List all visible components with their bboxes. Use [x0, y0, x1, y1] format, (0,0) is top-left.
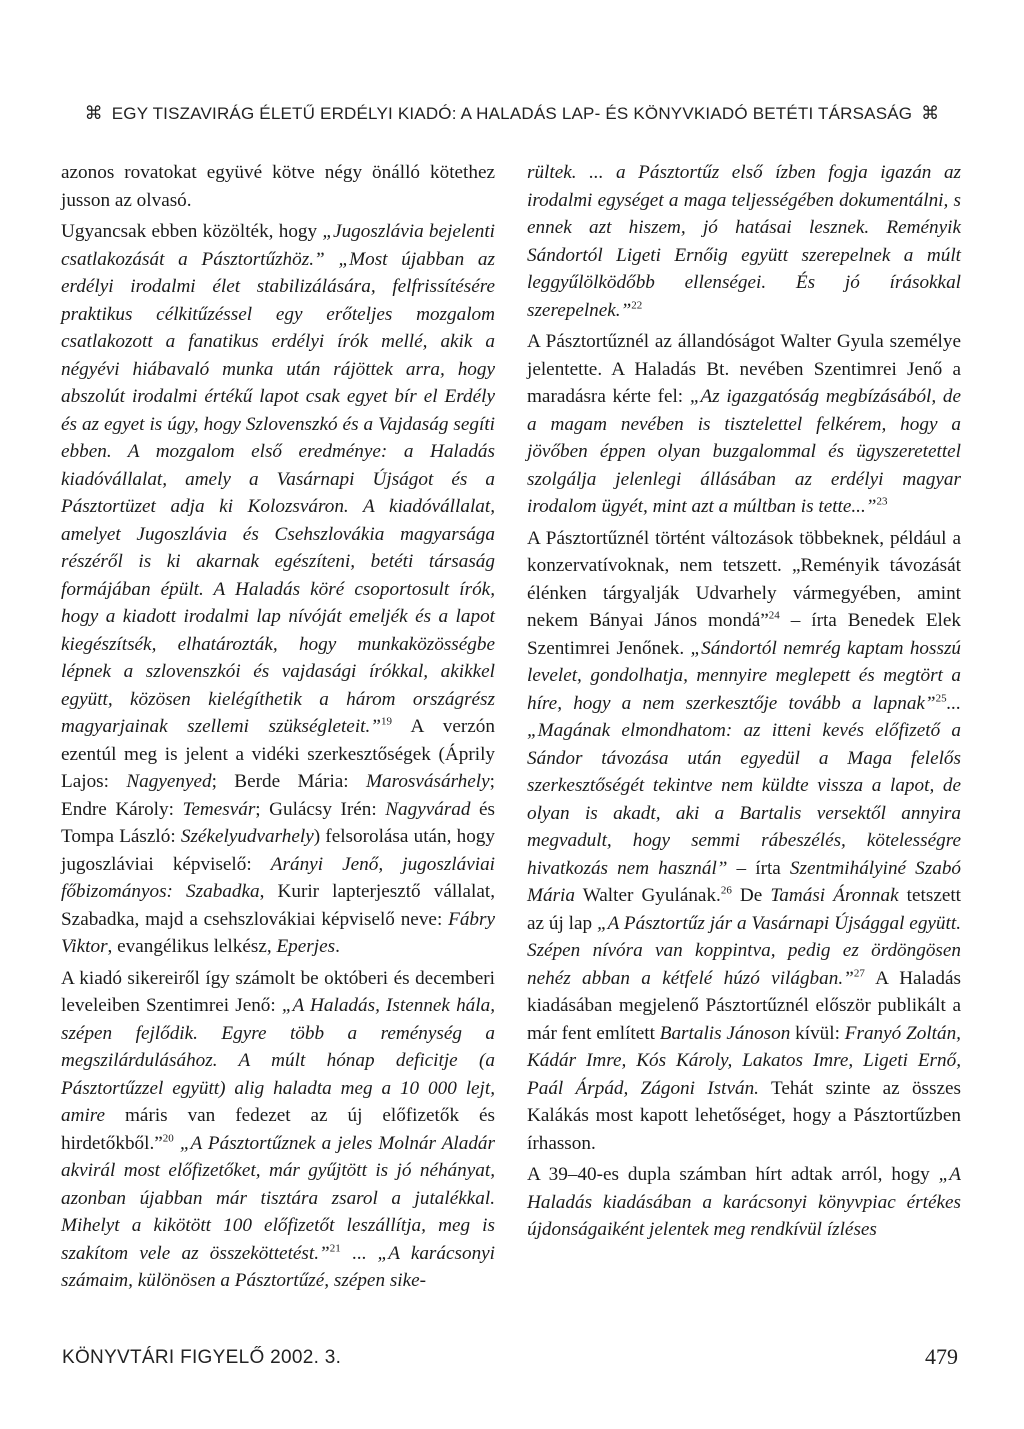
footnote-ref: 25 [935, 692, 947, 705]
quote: „A Pásztortűz jár a Vasárnapi Újsággal együtt. Szépen nívóra van koppintva, pedig ez ördöngösen nehéz abban a kétfelé húzó világban.” [527, 912, 961, 989]
text: , evangélikus lelkész, [107, 936, 277, 957]
text: A 39–40-es dupla számban hírt adtak arról, hogy [527, 1164, 939, 1185]
text: Tehát szinte az összes Kalákás most kapott lehetőséget, hogy a Pásztortűzben írhasson. [527, 1077, 961, 1154]
quote: „A Haladás, Istennek hála, szépen fejlődik. Egyre több a reménység a megszilárdulásához. A múlt hónap deficitje (a Pásztortűzzel együtt) alig haladta meg a 10 000 lejt, amire [61, 995, 495, 1126]
paragraph [527, 525, 961, 1158]
footnote-ref: 27 [853, 967, 865, 980]
footnote-ref: 21 [329, 1242, 341, 1255]
text: kívül: [790, 1022, 845, 1044]
ornament-right-icon: ⌘ [921, 103, 940, 123]
text: A Pásztortűznél az állandóságot Walter Gyula személye jelentette. A Haladás Bt. nevében Szentimrei Jenő a maradásra kérte fel: [527, 331, 961, 407]
place-name: Nagyvárad [385, 798, 471, 820]
paragraph [61, 218, 495, 961]
quote: „Jugoszlávia bejelenti csatlakozását a Pásztortűzhöz.” „Most újabban az erdélyi irodalmi élet stabilizálására, felfrissítésére praktikus célkitűzéssel egy erőteljes mozgalom csatlakozott a fanatikus erdélyi írók mellé, akik a négyévi hiábavaló munka után rájöttek arra, hogy abszolút irodalmi értékű lapot csak egyet bír el Erdély és az egyet is úgy, hogy Szlovenszkó és a Vajdaság segíti ebben. A mozgalom első eredménye: a Haladás kiadóvállalat, amely a Vasárnapi Újságot és a Pásztortüzet adja ki Kolozsváron. A kiadóvállalat, amelyet Jugoszlávia és Csehszlovákia magyarsága részéről is ki akarnak egészíteni, betéti társaság formájában épült. A Haladás köré csoportosult írók, hogy a kiadott irodalmi lap nívóját emeljék és a lapot kiegészítsék, elhatározták, hogy munkaközösségbe lépnek a szlovenszkói és vajdasági írókkal, akikkel együtt, közösen kielégíthetik a három országrész magyarjainak szellemi szükségleteit.” [61, 221, 495, 737]
text: – írta [727, 857, 790, 879]
text: A verzón ezentúl meg is jelent a vidéki szerkesztőségek (Áprily Lajos: [61, 716, 495, 792]
text: Ugyancsak ebben közölték, hogy [61, 221, 323, 242]
right-column [527, 159, 961, 1248]
text: , Kurir lapterjesztő vállalat, Szabadka, majd a csehszlovákiai képviselő neve: [61, 881, 495, 930]
footnote-ref: 26 [720, 884, 732, 897]
place-name: Marosvásárhely [366, 771, 490, 792]
text: A Pásztortűznél történt változások többeknek, például a konzervatívoknak, nem tetszett. „Reményik távozását élénken tárgyalják Udvarhely vármegyében, amint nekem Bányai János mondá” [527, 527, 961, 631]
text: ; Berde Mária: [211, 771, 366, 792]
text: ... [340, 1242, 378, 1264]
text: A Haladás kiadásában megjelenő Pásztortűznél először publikált a már fent említett [527, 967, 961, 1044]
quote: „Sándortól nemrég kaptam hosszú levelet, gondolhatja, mennyire meglepett és megtört a híre, hogy a nem szerkesztője tovább a lapnak” [527, 637, 962, 714]
ornament-left-icon: ⌘ [84, 103, 103, 123]
running-header-title: EGY TISZAVIRÁG ÉLETŰ ERDÉLYI KIADÓ: A HALADÁS LAP- ÉS KÖNYVKIADÓ BETÉTI TÁRSASÁG [111, 104, 913, 123]
person-name: Bartalis Jánoson [659, 1022, 791, 1044]
footer-journal: KÖNYVTÁRI FIGYELŐ 2002. 3. [62, 1347, 342, 1368]
footnote-ref: 23 [876, 495, 888, 508]
place-name: Temesvár [182, 798, 256, 820]
paragraph [527, 1161, 961, 1244]
text: és Tompa László: [61, 798, 495, 847]
text: tetszett az új lap [527, 885, 962, 934]
person-names: Franyó Zoltán, Kádár Imre, Kós Károly, Lakatos Imre, Ligeti Ernő, Paál Árpád, Zágoni István. [527, 1022, 961, 1099]
text: A kiadó sikereiről így számolt be októberi és decemberi leveleiben Szentimrei Jenő: [61, 967, 495, 1016]
person-name: Arányi Jenő, jugoszláviai főbizományos: Szabadka [61, 853, 495, 902]
place-name: Székelyudvarhely [180, 826, 314, 847]
quote: ... „Magának elmondhatom: az itteni kevés előfizető a Sándor távozása után egyedül a Maga felelős szerkesztőségét tekintve nem küldte vissza a lapot, de olyan is akadt, aki a Bartalis versektől annyira megvadult, hogy semmi rábeszélés, kötelességre hivatkozás nem használ” [527, 692, 961, 879]
person-name: Tamási Áronnak [770, 885, 899, 906]
footnote-ref: 20 [162, 1132, 174, 1145]
text: ; Gulácsy Irén: [255, 798, 386, 820]
text: ) felsorolása után, hogy jugoszláviai képviselő: [61, 826, 495, 875]
text: máris van fedezet az új előfizetők és hirdetőkből.” [61, 1105, 495, 1154]
footnote-ref: 24 [768, 609, 780, 622]
quote: rültek. ... a Pásztortűz első ízben fogja igazán az irodalmi egységet a maga teljességében dokumentálni, s ennek azt hiszem, jó hatásai lesznek. Reményik Sándortól Ligeti Ernőig együtt szerepelnek a múlt leggyűlölködőbb ellenségei. És jó írásokkal szerepelnek.” [527, 162, 961, 321]
running-header [60, 103, 964, 124]
left-column [61, 159, 495, 1299]
text: ; Endre Károly: [61, 771, 495, 820]
paragraph [527, 328, 961, 521]
footnote-ref: 22 [631, 299, 643, 312]
paragraph [61, 965, 495, 1295]
footnote-ref: 19 [380, 715, 392, 728]
quote: „A Haladás kiadásában a karácsonyi könyvpiac értékes újdonságaiként jelentek meg rendkívül ízléses [527, 1164, 961, 1240]
text: De [731, 885, 771, 906]
text: Walter Gyulának. [574, 885, 721, 906]
person-name: Szentmihályiné Szabó Mária [527, 857, 962, 906]
text: azonos rovatokat együvé kötve négy önálló kötethez jusson az olvasó. [61, 162, 495, 211]
quote: „A karácsonyi számaim, különösen a Pásztortűzé, szépen sike- [61, 1242, 496, 1291]
person-name: Fábry Viktor [61, 908, 495, 957]
paragraph [61, 159, 495, 214]
paragraph [527, 159, 961, 324]
quote: „Az igazgatóság megbízásából, de a magam nevében is tisztelettel felkérem, hogy a jövőben éppen olyan buzgalommal és ügyszeretettel szolgálja jelenlegi állásában az erdélyi magyar irodalom ügyét, mint azt a múltban is tette...” [527, 386, 961, 517]
text: – írta Benedek Elek Szentimrei Jenőnek. [527, 610, 961, 659]
text: . [335, 936, 340, 957]
place-name: Eperjes [276, 936, 336, 957]
page-number: 479 [925, 1344, 958, 1369]
place-name: Nagyenyed [126, 771, 212, 792]
quote: „A Pásztortűznek a jeles Molnár Aladár akvirál most előfizetőket, már gyűjtött is jó néhányat, azonban újabban már tisztára zsarol a jutalékkal. Mihelyt a kikötött 100 előfizetőt leszállítja, meg is szakítom vele az összeköttetést.” [61, 1132, 495, 1264]
